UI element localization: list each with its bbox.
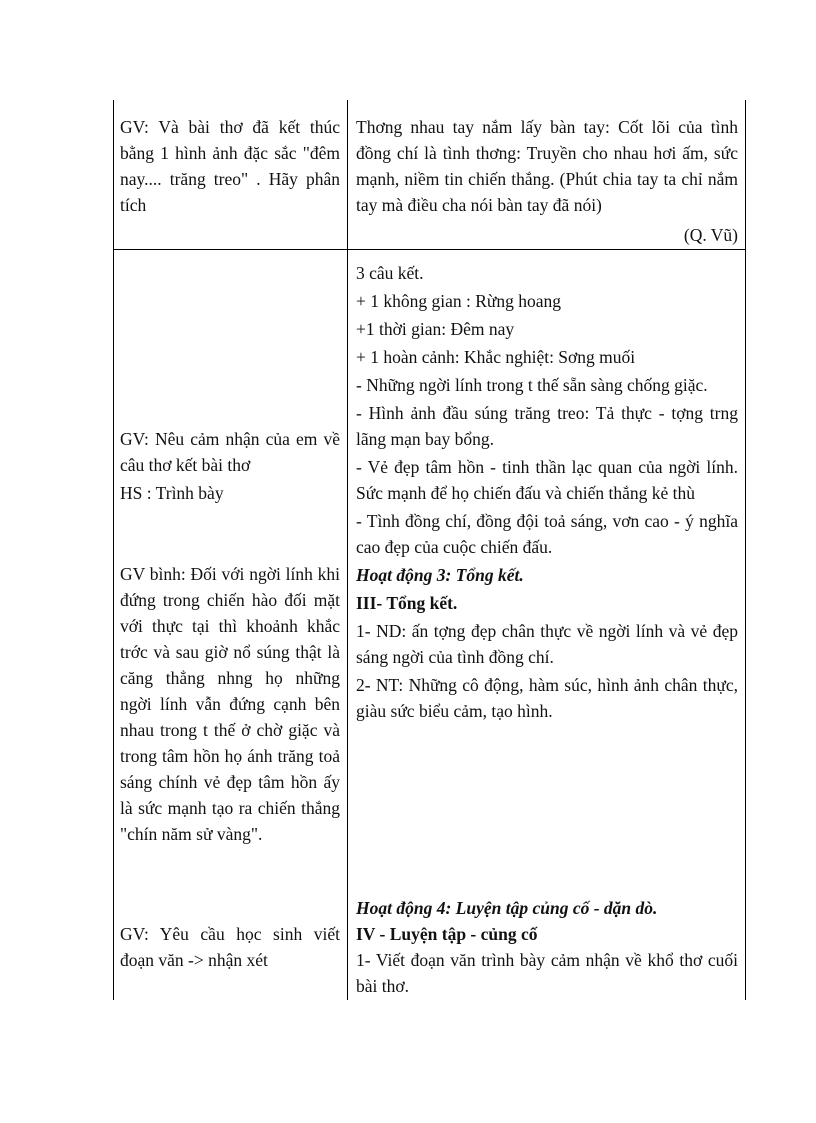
table-right-border: [745, 100, 746, 1000]
section-3-heading: III- Tổng kết.: [356, 593, 458, 613]
analysis-line: - Hình ảnh đầu súng trăng treo: Tả thực - tợng trng lãng mạn bay bổng.: [356, 403, 738, 449]
answer-hand-holding: Thơng nhau tay nắm lấy bàn tay: Cốt lõi của tình đồng chí là tình thơng: Truyền cho nhau hơi ấm, sức mạnh, niềm tin chiến thắng. (Phút chia tay ta chỉ nắm tay mà điều cha nói bàn tay đã nói): [356, 117, 738, 215]
exercise-1: 1- Viết đoạn văn trình bày cảm nhận về khổ thơ cuối bài thơ.: [356, 950, 738, 996]
analysis-line: - Tình đồng chí, đồng đội toả sáng, vơn cao - ý nghĩa cao đẹp của cuộc chiến đấu.: [356, 511, 738, 557]
teacher-question-impression: GV: Nêu cảm nhận của em về câu thơ kết bài thơ: [120, 429, 340, 475]
analysis-line: +1 thời gian: Đêm nay: [356, 319, 515, 339]
analysis-line: + 1 không gian : Rừng hoang: [356, 291, 562, 311]
practice-section: [356, 895, 738, 999]
table-column-divider: [347, 100, 348, 1000]
art-summary: 2- NT: Những cô động, hàm súc, hình ảnh chân thực, giàu sức biểu cảm, tạo hình.: [356, 675, 738, 721]
section-4-heading: IV - Luyện tập - củng cố: [356, 924, 538, 944]
ending-analysis: [356, 260, 738, 724]
activity-4-heading: Hoạt động 4: Luyện tập củng cố - dặn dò.: [356, 898, 658, 918]
student-response: HS : Trình bày: [120, 483, 224, 503]
analysis-line: + 1 hoàn cảnh: Khắc nghiệt: Sơng muối: [356, 347, 636, 367]
teacher-question-analysis: GV: Và bài thơ đã kết thúc bằng 1 hình ảnh đặc sắc "đêm nay.... trăng treo" . Hãy phân tích: [120, 117, 340, 215]
analysis-line: - Vẻ đẹp tâm hồn - tinh thần lạc quan của ngời lính. Sức mạnh để họ chiến đấu và chiến thắng kẻ thù: [356, 457, 738, 503]
table-row-divider: [113, 249, 746, 250]
attribution: (Q. Vũ): [683, 225, 738, 245]
analysis-line: - Những ngời lính trong t thế sẵn sàng chống giặc.: [356, 375, 708, 395]
teacher-commentary: GV bình: Đối với ngời lính khi đứng trong chiến hào đối mặt với thực tại thì khoảnh khắc trớc và sau giờ nổ súng thật là căng thẳng nhng họ những ngời lính vẫn đứng cạnh bên nhau trong t thế ở chờ giặc và trong tâm hồn họ ánh trăng toả sáng chính vẻ đẹp tâm hồn ấy là sức mạnh tạo ra chiến thắng "chín năm sử vàng".: [120, 564, 340, 844]
analysis-line: 3 câu kết.: [356, 263, 424, 283]
activity-3-heading: Hoạt động 3: Tổng kết.: [356, 565, 524, 585]
table-left-border: [113, 100, 114, 1000]
teacher-assignment: GV: Yêu cầu học sinh viết đoạn văn -> nhận xét: [120, 924, 340, 970]
content-summary: 1- ND: ấn tợng đẹp chân thực về ngời lính và vẻ đẹp sáng ngời của tình đồng chí.: [356, 621, 738, 667]
